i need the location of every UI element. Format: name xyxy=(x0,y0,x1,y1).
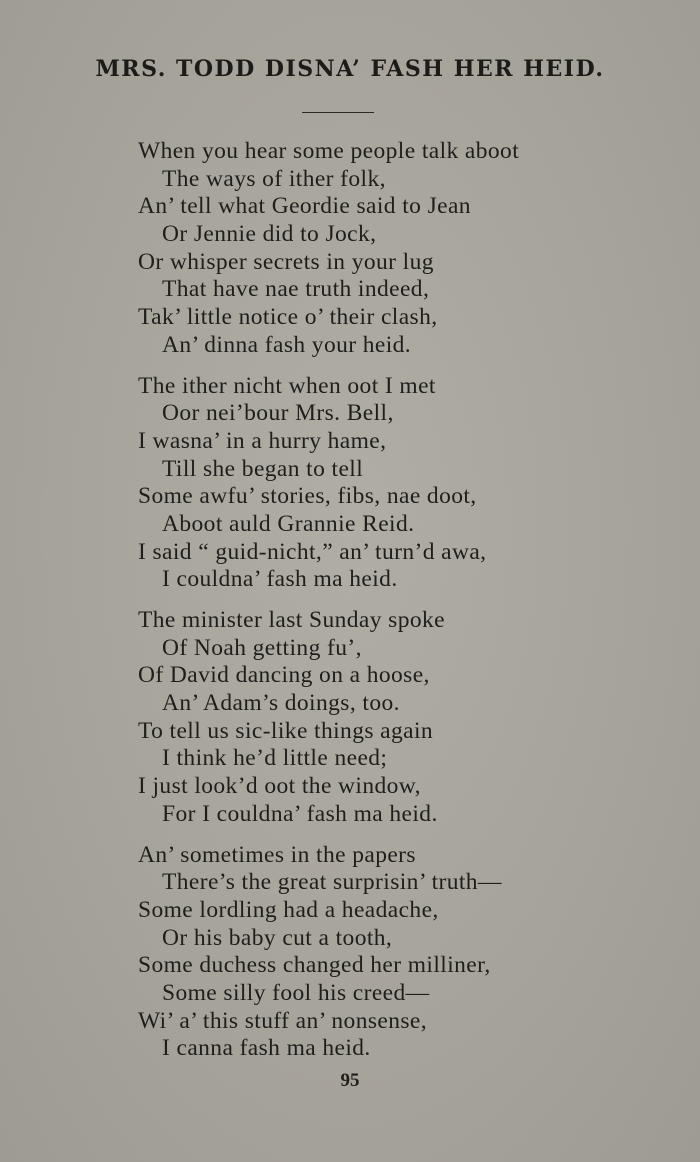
poem-line: Till she began to tell xyxy=(162,455,364,482)
poem-line: An’ Adam’s doings, too. xyxy=(162,690,400,717)
stanza-2 xyxy=(138,373,578,595)
poem-line: Wi’ a’ this stuff an’ nonsense, xyxy=(138,1007,428,1034)
poem-line: An’ dinna fash your heid. xyxy=(162,331,412,358)
poem-line: Oor nei’bour Mrs. Bell, xyxy=(162,400,394,427)
poem-line: Or whisper secrets in your lug xyxy=(138,248,434,275)
poem-line: To tell us sic-like things again xyxy=(138,717,434,744)
stanza-3 xyxy=(138,607,578,829)
poem-line: The ither nicht when oot I met xyxy=(138,372,436,399)
poem-line: I just look’d oot the window, xyxy=(138,773,421,800)
poem-line: For I couldna’ fash ma heid. xyxy=(162,800,438,827)
stanza-1 xyxy=(138,138,578,360)
poem-line: I wasna’ in a hurry hame, xyxy=(138,427,387,454)
poem-line: Some duchess changed her milliner, xyxy=(138,952,491,979)
poem-line: Of David dancing on a hoose, xyxy=(138,662,430,689)
poem-line: An’ tell what Geordie said to Jean xyxy=(138,193,471,220)
poem-line: Or Jennie did to Jock, xyxy=(162,221,377,248)
poem-line: I think he’d little need; xyxy=(162,745,388,772)
poem-line: There’s the great surprisin’ truth— xyxy=(162,869,502,896)
poem-line: Some lordling had a headache, xyxy=(138,896,439,923)
poem-title: MRS. TODD DISNA’ FASH HER HEID. xyxy=(95,56,605,82)
poem-line: An’ sometimes in the papers xyxy=(138,841,416,868)
poem-line: Aboot auld Grannie Reid. xyxy=(162,510,415,537)
poem-line: When you hear some people talk aboot xyxy=(138,138,520,164)
poem-line: Or his baby cut a tooth, xyxy=(162,924,393,951)
poem-body xyxy=(138,138,578,1076)
poem-line: Of Noah getting fu’, xyxy=(162,634,362,661)
title-divider xyxy=(302,112,374,113)
poem-line: That have nae truth indeed, xyxy=(162,276,430,303)
poem-line: Some silly fool his creed— xyxy=(162,979,430,1006)
stanza-4 xyxy=(138,842,578,1064)
poem-line: The ways of ither folk, xyxy=(162,165,386,192)
poem-line: The minister last Sunday spoke xyxy=(138,607,446,633)
poem-line: I canna fash ma heid. xyxy=(162,1035,371,1062)
poem-line: Tak’ little notice o’ their clash, xyxy=(138,304,438,331)
poem-line: I said “ guid-nicht,” an’ turn’d awa, xyxy=(138,538,487,565)
poem-line: Some awfu’ stories, fibs, nae doot, xyxy=(138,483,477,510)
poem-line: I couldna’ fash ma heid. xyxy=(162,566,398,593)
page-number: 95 xyxy=(340,1070,360,1091)
